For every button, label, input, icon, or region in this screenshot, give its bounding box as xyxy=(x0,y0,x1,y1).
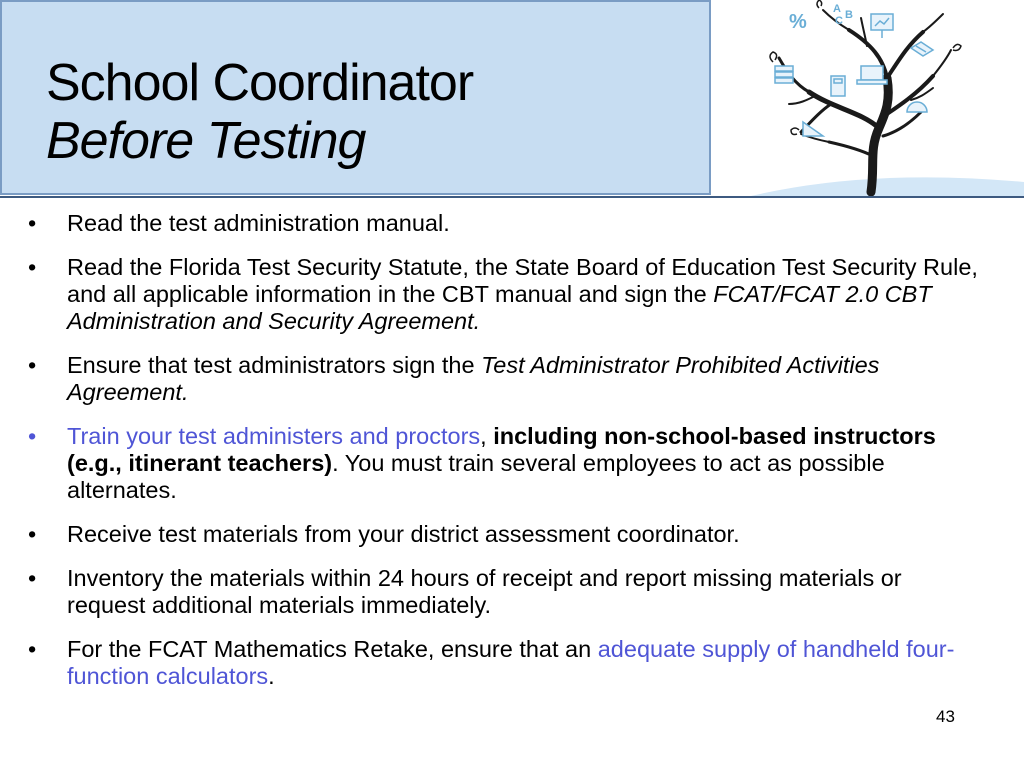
bullet-text: Read the test administration manual. xyxy=(67,210,450,236)
list-item xyxy=(28,352,978,406)
book-icon xyxy=(911,42,933,56)
bullet-marker: • xyxy=(28,423,37,449)
percent-icon xyxy=(789,11,807,33)
education-tree-illustration xyxy=(711,0,1024,196)
title-header xyxy=(0,0,711,195)
bullet-marker: • xyxy=(28,521,37,547)
abc-letters-icon xyxy=(833,3,853,27)
slide-title: School Coordinator xyxy=(46,54,474,112)
bullet-marker: • xyxy=(28,254,37,280)
bullet-list xyxy=(28,210,978,707)
bullet-text: , xyxy=(480,423,494,449)
header-divider xyxy=(0,196,1024,198)
laptop-icon xyxy=(857,66,887,84)
svg-text:B: B xyxy=(845,9,853,21)
presentation-board-icon xyxy=(871,14,893,38)
bullet-text: Inventory the materials within 24 hours of receipt and report missing materials or request additional materials immediately. xyxy=(67,565,902,618)
list-item xyxy=(28,565,978,619)
svg-text:%: % xyxy=(789,11,807,33)
triangle-ruler-icon xyxy=(803,122,823,136)
bullet-marker: • xyxy=(28,352,37,378)
protractor-icon xyxy=(907,102,927,112)
bullet-text: For the FCAT Mathematics Retake, ensure that an xyxy=(67,636,598,662)
hill-shape xyxy=(751,177,1024,196)
bullet-text: . You must train several employees to act as possible alternates. xyxy=(67,450,885,503)
bullet-text: Read the Florida Test Security Statute, the State Board of Education Test Security Rule, and all applicable information in the CBT manual and sign the xyxy=(67,254,978,307)
svg-text:C: C xyxy=(835,15,843,27)
bullet-marker: • xyxy=(28,565,37,591)
slide-subtitle: Before Testing xyxy=(46,112,366,170)
list-item xyxy=(28,423,978,504)
highlighted-text: Train your test administers and proctors xyxy=(67,423,481,449)
agreement-title: Test Administrator Prohibited Activities Agreement. xyxy=(67,352,880,405)
agreement-title: FCAT/FCAT 2.0 CBT Administration and Security Agreement. xyxy=(67,281,932,334)
list-item xyxy=(28,521,978,548)
stack-of-books-icon xyxy=(775,66,793,83)
tree-icon xyxy=(779,10,951,192)
page-number: 43 xyxy=(936,707,955,726)
bullet-marker: • xyxy=(28,210,37,236)
bullet-text: . xyxy=(268,663,275,689)
list-item xyxy=(28,636,978,690)
list-item xyxy=(28,210,978,237)
calculator-icon xyxy=(831,76,845,96)
bullet-marker: • xyxy=(28,636,37,662)
svg-text:A: A xyxy=(833,3,841,15)
bullet-text: Ensure that test administrators sign the xyxy=(67,352,482,378)
list-item xyxy=(28,254,978,335)
highlighted-text: adequate supply of handheld four-function calculators xyxy=(67,636,955,689)
bold-text: including non-school-based instructors (e.g., itinerant teachers) xyxy=(67,423,936,476)
bullet-text: Receive test materials from your district assessment coordinator. xyxy=(67,521,740,547)
